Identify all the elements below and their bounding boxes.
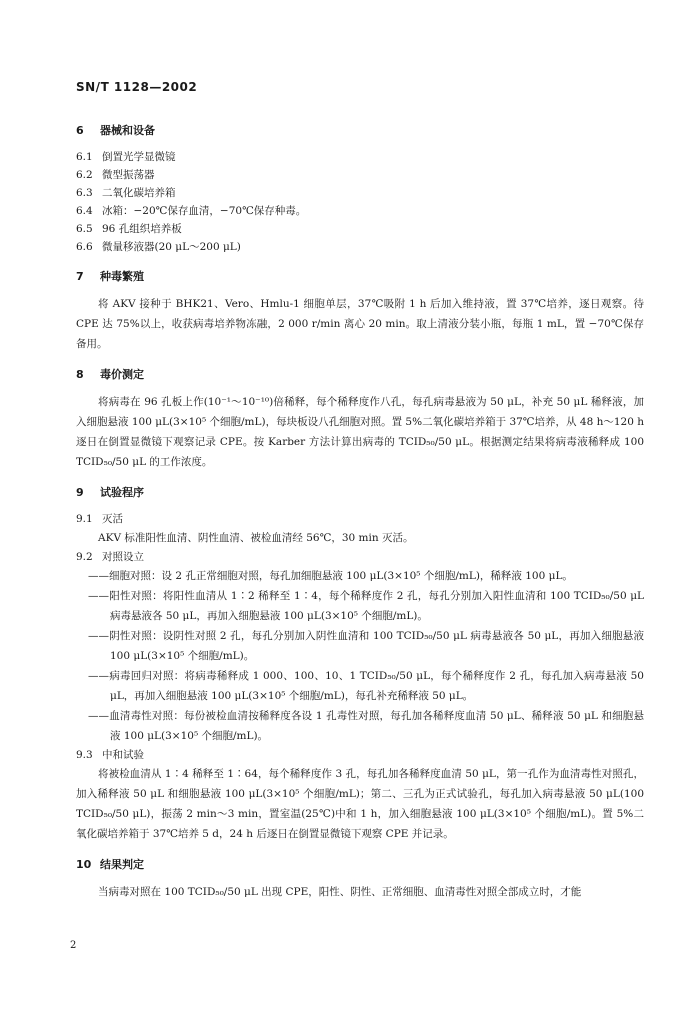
subsection-heading: 9.2 对照设立 <box>76 551 144 563</box>
list-item: 6.5 96 孔组织培养板 <box>76 223 182 235</box>
list-item: 6.1 倒置光学显微镜 <box>76 151 176 163</box>
section-heading: 7 种毒繁殖 <box>76 270 144 283</box>
list-item: 6.4 冰箱：−20℃保存血清，−70℃保存种毒。 <box>76 205 307 217</box>
list-item: 6.6 微量移液器(20 μL～200 μL) <box>76 241 241 253</box>
section-title: 种毒繁殖 <box>100 270 144 283</box>
section-number: 6 <box>76 124 84 137</box>
document-body <box>76 122 644 902</box>
list-item: 6.2 微型振荡器 <box>76 169 155 181</box>
list-item: ——血清毒性对照：每份被检血清按稀释度各设 1 孔毒性对照，每孔加各稀释度血清 50 μL、稀释液 50 μL 和细胞悬液 100 μL(3×10⁵ 个细胞/mL)。 <box>88 710 644 742</box>
section-heading: 10 结果判定 <box>76 858 144 871</box>
section-heading <box>76 122 644 140</box>
section-heading: 9 试验程序 <box>76 486 144 499</box>
section-title: 器械和设备 <box>100 124 155 137</box>
list-item: ——病毒回归对照：将病毒稀释成 1 000、100、10、1 TCID₅₀/50 μL，每个稀释度作 2 孔，每孔加入病毒悬液 50 μL，再加入细胞悬液 100 μL(3×10⁵ 个细胞/mL)，每孔补充稀释液 50 μL。 <box>88 670 644 702</box>
page-number: 2 <box>70 940 77 951</box>
paragraph: 将被检血清从 1∶4 稀释至 1∶64，每个稀释度作 3 孔，每孔加各稀释度血清 50 μL，第一孔作为血清毒性对照孔，加入稀释液 50 μL 和细胞悬液 100 μL(3×10⁵ 个细胞/mL)；第二、三孔为正式试验孔，每孔加入病毒悬液 50 μL(100 TCID₅₀/50 μL)，振荡 2 min～3 min，置室温(25℃)中和 1 h，加入细胞悬液 100 μL(3×10⁵ 个细胞/mL)。置 5%二氧化碳培养箱于 37℃培养 5 d，24 h 后逐日在倒置显微镜下观察 CPE 并记录。 <box>76 768 644 840</box>
subsection-heading: 9.3 中和试验 <box>76 749 144 761</box>
paragraph: 将 AKV 接种于 BHK21、Vero、Hmlu-1 细胞单层，37℃吸附 1 h 后加入维持液，置 37℃培养，逐日观察。待 CPE 达 75%以上，收获病毒培养物冻融，2 000 r/min 离心 20 min。取上清液分装小瓶，每瓶 1 mL，置 −70℃保存备用。 <box>76 298 644 350</box>
section-title: 试验程序 <box>100 486 144 499</box>
section-title: 毒价测定 <box>100 368 144 381</box>
list-item: ——细胞对照：设 2 孔正常细胞对照，每孔加细胞悬液 100 μL(3×10⁵ 个细胞/mL)，稀释液 100 μL。 <box>88 570 573 582</box>
paragraph: AKV 标准阳性血清、阴性血清、被检血清经 56℃，30 min 灭活。 <box>98 532 414 544</box>
subsection-heading: 9.1 灭活 <box>76 513 123 525</box>
list-item: 6.3 二氧化碳培养箱 <box>76 187 176 199</box>
paragraph: 将病毒在 96 孔板上作(10⁻¹～10⁻¹⁰)倍稀释，每个稀释度作八孔，每孔病毒悬液为 50 μL，补充 50 μL 稀释液，加入细胞悬液 100 μL(3×10⁵ 个细胞/mL)，每块板设八孔细胞对照。置 5%二氧化碳培养箱于 37℃培养，从 48 h～120 h 逐日在倒置显微镜下观察记录 CPE。按 Karber 方法计算出病毒的 TCID₅₀/50 μL。根据测定结果将病毒液稀释成 100 TCID₅₀/50 μL 的工作浓度。 <box>76 396 644 468</box>
list-item: ——阴性对照：设阴性对照 2 孔，每孔分别加入阴性血清和 100 TCID₅₀/50 μL 病毒悬液各 50 μL，再加入细胞悬液 100 μL(3×10⁵ 个细胞/mL)。 <box>88 630 644 662</box>
section-heading: 8 毒价测定 <box>76 368 144 381</box>
section-title: 结果判定 <box>100 858 144 871</box>
paragraph: 当病毒对照在 100 TCID₅₀/50 μL 出现 CPE，阳性、阴性、正常细胞、血清毒性对照全部成立时，才能 <box>98 886 582 898</box>
standard-code: SN/T 1128—2002 <box>76 80 198 94</box>
list-item: ——阳性对照：将阳性血清从 1∶2 稀释至 1∶4，每个稀释度作 2 孔，每孔分别加入阳性血清和 100 TCID₅₀/50 μL 病毒悬液各 50 μL，再加入细胞悬液 100 μL(3×10⁵ 个细胞/mL)。 <box>88 590 644 622</box>
